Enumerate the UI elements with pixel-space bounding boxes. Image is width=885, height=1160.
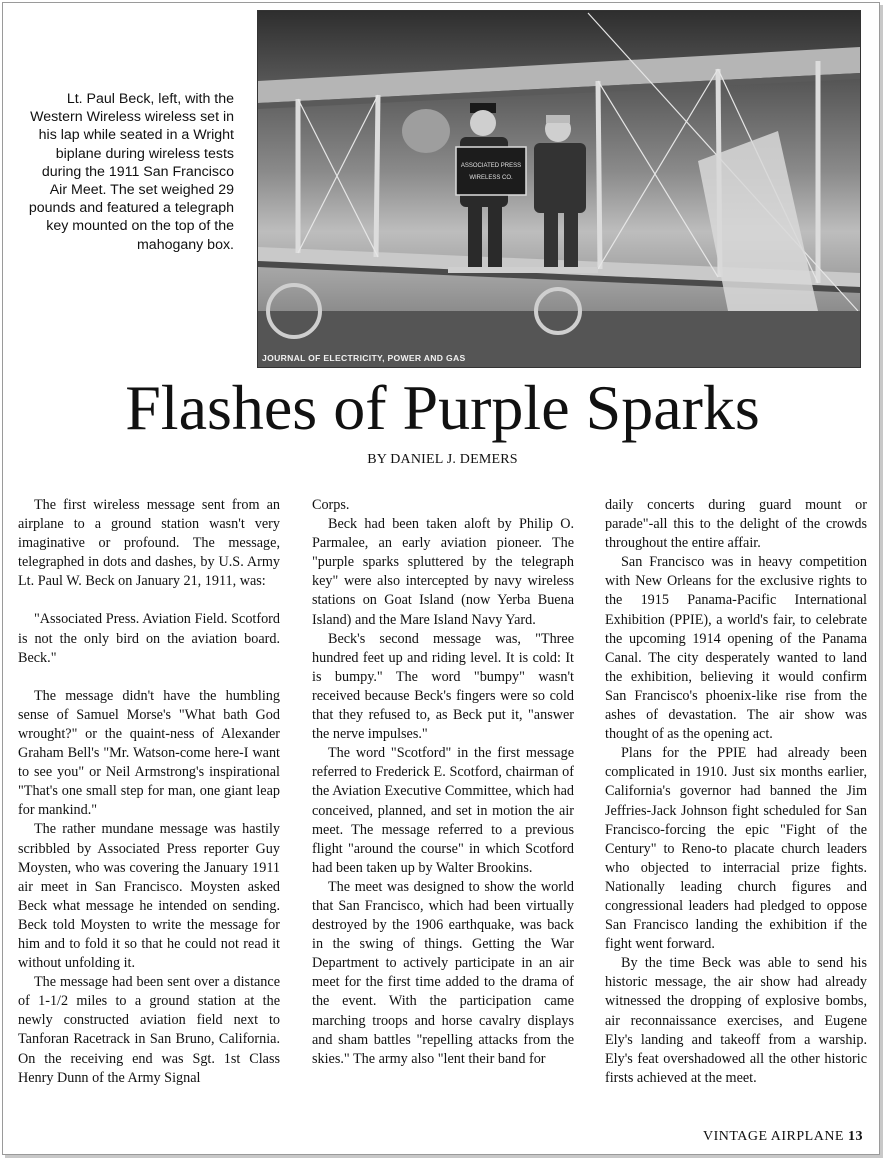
article-column-2	[312, 496, 574, 1069]
article-byline: BY DANIEL J. DEMERS	[367, 452, 518, 467]
article-column-3	[605, 496, 867, 1088]
paragraph: By the time Beck was able to send his historic message, the air show had already witnessed the dropping of explosive bombs, air reconnaissance exercises, and Eugene Ely's landing and takeoff from a warship. Ely's feat overshadowed all the other historic firsts achieved at the meet.	[605, 955, 867, 1086]
page-footer	[703, 1129, 863, 1145]
wireless-set	[456, 147, 526, 195]
paragraph: Plans for the PPIE had already been complicated in 1910. Just six months earlier, California's governor had banned the Jim Jeffries-Jack Johnson fight scheduled for San Francisco-forcing the epic "Fight of the Century" to Reno-to placate church leaders who objected to interracial prize fights. Nationally leading church figures and congressional leaders had pledged to oppose San Francisco landing the exhibition if the fight went forward.	[605, 745, 867, 953]
biplane-photo	[257, 10, 861, 368]
svg-text:WIRELESS CO.: WIRELESS CO.	[469, 175, 513, 181]
paragraph: San Francisco was in heavy competition with New Orleans for the exclusive rights to the 1915 Panama-Pacific International Exhibition (PPIE), a world's fair, to celebrate the upcoming 1914 opening of the Panama Canal. The city desperately wanted to land the exhibition, believing it would confirm San Francisco's phoenix-like rise from the ashes of devastation. The air show was thought of as the opening act.	[605, 554, 867, 743]
article-title: Flashes of Purple Sparks	[125, 372, 760, 443]
paragraph: The message had been sent over a distance of 1-1/2 miles to a ground station at the newly constructed aviation field next to Tanforan Racetrack in San Bruno, California. On the receiving end was Sgt. 1st Class Henry Dunn of the Army Signal	[18, 974, 280, 1086]
svg-text:ASSOCIATED PRESS: ASSOCIATED PRESS	[460, 163, 522, 169]
paragraph: The meet was designed to show the world that San Francisco, which had been virtually destroyed by the 1906 earthquake, was back in the swing of things. Getting the War Department to actively participate in an air meet for the first time added to the drama of the event. With the participation came marching troops and horse cavalry displays and sham battles "repelling attacks from the skies." The army also "lent their band for	[312, 878, 574, 1067]
biplane-illustration	[258, 11, 860, 367]
paragraph: The rather mundane message was hastily scribbled by Associated Press reporter Guy Moysten, who was covering the January 1911 air meet in San Francisco. Moysten asked Beck what message he intended on sending. Beck told Moysten to write the message for him and to fold it so that he could not read it without unfolding it.	[18, 821, 280, 972]
paragraph: "Associated Press. Aviation Field. Scotford is not the only bird on the aviation board. Beck."	[18, 611, 280, 666]
paragraph: Beck had been taken aloft by Philip O. Parmalee, an early aviation pioneer. The "purple sparks spluttered by the telegraph key" were also intercepted by navy wireless stations on Goat Island (now Yerba Buena Island) and the Mare Island Navy Yard.	[312, 516, 574, 628]
article-column-1	[18, 496, 280, 1088]
paragraph: The message didn't have the humbling sense of Samuel Morse's "What bath God wrought?" or the quaint-ness of Alexander Graham Bell's "Mr. Watson-come here-I want to see you" or Neil Armstrong's inspirational "That's one small step for man, one giant leap for mankind."	[18, 687, 280, 819]
paragraph: The word "Scotford" in the first message referred to Frederick E. Scotford, chairman of the Aviation Executive Committee, which had conceived, planned, and set in motion the air meet. The message referred to a previous flight "around the course" in which Scotford had been taken up by Walter Brookins.	[312, 745, 574, 876]
page-number: 13	[848, 1129, 863, 1144]
photo-caption: Lt. Paul Beck, left, with the Western Wireless wireless set in his lap while seated in a Wright biplane during wireless tests during the 1911 San Francisco Air Meet. The set weighed 29 pounds and featured a telegraph key mounted on the top of the mahogany box.	[28, 91, 234, 253]
photo-credit: JOURNAL OF ELECTRICITY, POWER AND GAS	[262, 353, 466, 363]
paragraph: Beck's second message was, "Three hundred feet up and riding level. It is cold: It is bumpy." The word "bumpy" wasn't received because Beck's fingers were so cold that they refused to, as Beck put it, "answer the nerve impulses."	[312, 630, 574, 743]
paragraph: The first wireless message sent from an airplane to a ground station wasn't very imaginative or profound. The message, telegraphed in dots and dashes, by U.S. Army Lt. Paul W. Beck on January 21, 1911, was:	[18, 497, 280, 590]
magazine-name: VINTAGE AIRPLANE	[702, 1129, 844, 1144]
paragraph: Corps.	[312, 497, 350, 513]
paragraph: daily concerts during guard mount or parade"-all this to the delight of the crowds throughout the entire affair.	[605, 497, 867, 552]
